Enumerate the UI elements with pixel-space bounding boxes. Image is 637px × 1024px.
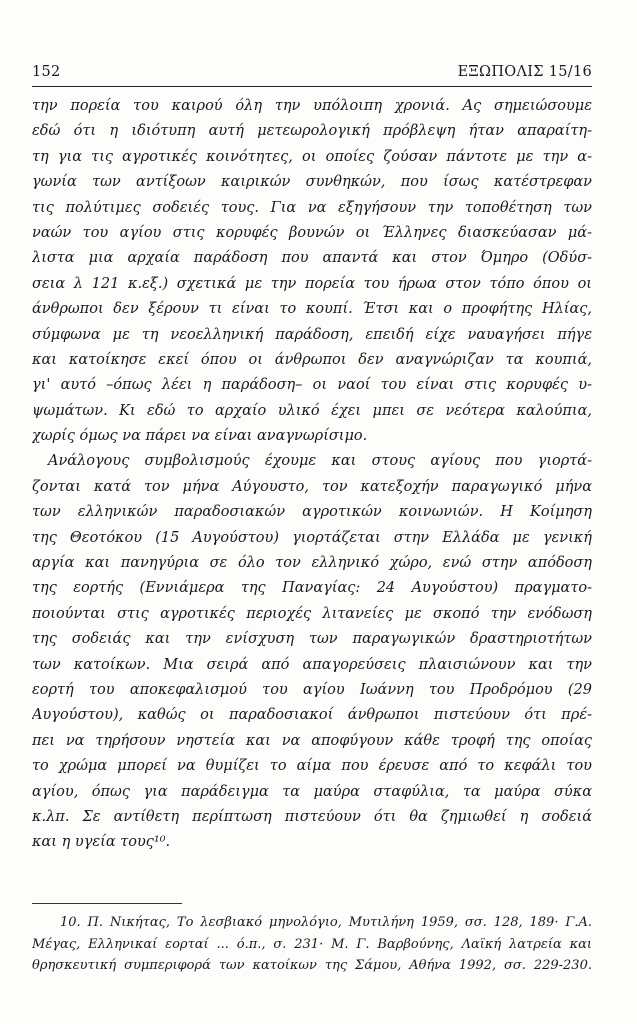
footnote-line: θρησκευτική συμπεριφορά των κατοίκων της Σάμου, Αθήνα 1992, σσ. 229-230.: [32, 958, 592, 973]
footnote: [32, 912, 592, 977]
body-line: ποιούνται στις αγροτικές περιοχές λιτανείες με σκοπό την ενόδωση: [32, 605, 592, 622]
body-line: ζονται κατά τον μήνα Αύγουστο, τον κατεξοχήν παραγωγικό μήνα: [32, 478, 592, 495]
body-line: λιστα μια αρχαία παράδοση που απαντά και στον Όμηρο (Οδύσ-: [32, 250, 592, 267]
body-text: [32, 94, 592, 856]
body-line: τις πολύτιμες σοδειές τους. Για να εξηγήσουν την τοποθέτηση των: [32, 199, 592, 216]
body-line: αργία και πανηγύρια σε όλο τον ελληνικό χώρο, ενώ στην απόδοση: [32, 555, 592, 572]
header-rule: [32, 86, 592, 87]
body-line: κ.λπ. Σε αντίθετη περίπτωση πιστεύουν ότι θα ζημιωθεί η σοδειά: [32, 808, 592, 825]
body-line: και κατοίκησε εκεί όπου οι άνθρωποι δεν αναγνώριζαν τα κουπιά,: [32, 351, 592, 368]
footnote-line: Μέγας, Ελληνικαί εορταί ... ό.π., σ. 231· Μ. Γ. Βαρβούνης, Λαϊκή λατρεία και: [32, 936, 592, 952]
body-line: εορτή του αποκεφαλισμού του αγίου Ιωάννη του Προδρόμου (29: [32, 681, 592, 698]
running-title: ΕΞΩΠΟΛΙΣ 15/16: [457, 64, 592, 80]
body-line: άνθρωποι δεν ξέρουν τι είναι το κουπί. Έτσι και ο προφήτης Ηλίας,: [32, 301, 592, 318]
body-line: ψωμάτων. Κι εδώ το αρχαίο υλικό έχει μπει σε νεότερα καλούπια,: [32, 402, 592, 419]
body-line: τη για τις αγροτικές κοινότητες, οι οποίες ζούσαν πάντοτε με την α-: [32, 148, 592, 165]
body-line: της σοδειάς και την ενίσχυση των παραγωγικών δραστηριοτήτων: [32, 631, 592, 648]
body-line: Αυγούστου), καθώς οι παραδοσιακοί άνθρωποι πιστεύουν ότι πρέ-: [32, 707, 592, 724]
footnote-rule: [32, 903, 182, 904]
body-line: Ανάλογους συμβολισμούς έχουμε και στους αγίους που γιορτά-: [48, 453, 592, 470]
body-line: ναών του αγίου στις κορυφές βουνών οι Έλληνες διασκεύασαν μά-: [32, 224, 592, 241]
body-line: εδώ ότι η ιδιότυπη αυτή μετεωρολογική πρόβλεψη ήταν απαραίτη-: [32, 123, 592, 140]
body-line: το χρώμα μπορεί να θυμίζει το αίμα που έρευσε από το κεφάλι του: [32, 758, 592, 775]
body-line: χωρίς όμως να πάρει να είναι αναγνωρίσιμο.: [32, 428, 368, 445]
footnote-line: 10. Π. Νικήτας, Το λεσβιακό μηνολόγιο, Μυτιλήνη 1959, σσ. 128, 189· Γ.Α.: [60, 915, 592, 930]
body-line: των κατοίκων. Μια σειρά από απαγορεύσεις πλαισιώνουν και την: [32, 656, 592, 673]
body-line: γωνία των αντίξοων καιρικών συνθηκών, που ίσως κατέστρεφαν: [32, 174, 592, 191]
body-line: της εορτής (Εννιάμερα της Παναγίας: 24 Αυγούστου) πραγματο-: [32, 580, 592, 597]
page-number: 152: [32, 64, 61, 80]
body-line: των ελληνικών παραδοσιακών αγροτικών κοινωνιών. Η Κοίμηση: [32, 504, 592, 521]
body-line: αγίου, όπως για παράδειγμα τα μαύρα σταφύλια, τα μαύρα σύκα: [32, 783, 592, 800]
body-line: την πορεία του καιρού όλη την υπόλοιπη χρονιά. Ας σημειώσουμε: [32, 98, 592, 114]
body-line: της Θεοτόκου (15 Αυγούστου) γιορτάζεται στην Ελλάδα με γενική: [32, 529, 592, 546]
page-header: [32, 64, 592, 88]
body-line: πει να τηρήσουν νηστεία και να αποφύγουν κάθε τροφή της οποίας: [32, 732, 592, 749]
body-line: σύμφωνα με τη νεοελληνική παράδοση, επειδή είχε ναυαγήσει πήγε: [32, 326, 592, 343]
body-line: και η υγεία τους¹⁰.: [32, 834, 171, 851]
body-line: σεια λ 121 κ.εξ.) σχετικά με την πορεία του ήρωα στον τόπο όπου οι: [32, 275, 592, 292]
body-line: γι' αυτό –όπως λέει η παράδοση– οι ναοί του είναι στις κορυφές υ-: [32, 377, 592, 394]
